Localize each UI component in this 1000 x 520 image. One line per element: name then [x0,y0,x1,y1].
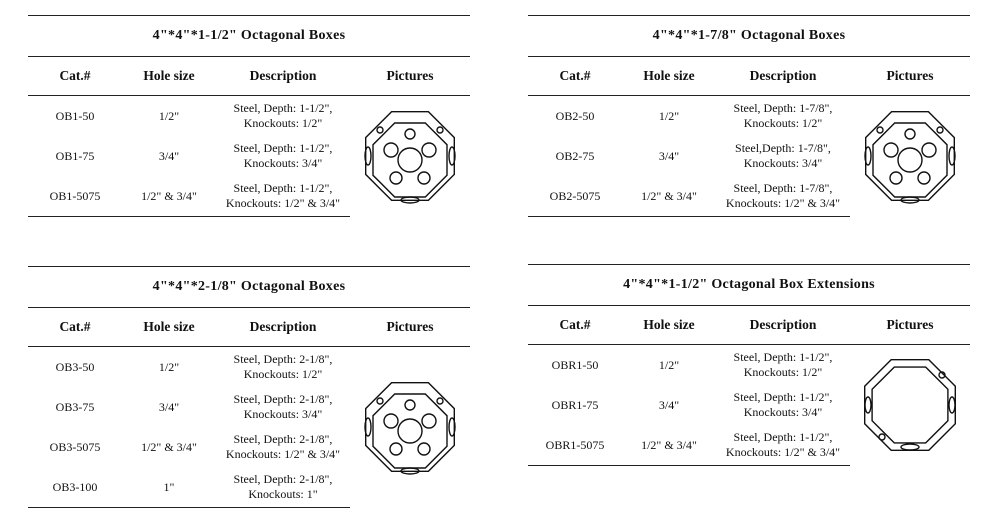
hole-cell: 3/4" [658,397,680,412]
hole-cell: 3/4" [658,148,680,163]
header-description: Description [716,57,850,96]
cat-cell: OB2-75 [555,148,595,163]
cat-cell: OBR1-50 [551,357,599,372]
hole-cell: 1/2" [158,359,180,374]
description-cell: Steel, Depth: 1-7/8", Knockouts: 1/2" [733,101,833,130]
table-ob2 [528,15,970,217]
description-cell: Steel, Depth: 2-1/8", Knockouts: 1" [216,467,350,508]
description-cell: Steel,Depth: 1-7/8", Knockouts: 3/4" [735,141,831,170]
hole-cell: 1" [122,467,216,508]
table-row [528,345,970,386]
cat-cell: OB3-100 [28,467,122,508]
description-cell: Steel, Depth: 2-1/8", Knockouts: 1/2" & 3/4" [225,432,341,461]
header-cat: Cat.# [28,57,122,96]
cat-cell: OB3-50 [55,359,95,374]
hole-cell: 1/2" & 3/4" [122,176,216,217]
description-cell: Steel, Depth: 2-1/8", Knockouts: 3/4" [233,392,333,421]
table-row [528,96,970,137]
picture-cell [350,96,470,217]
octagonal-box-icon [358,104,462,208]
cat-cell: OB1-5075 [28,176,122,217]
cat-cell: OBR1-5075 [528,425,622,466]
header-cat: Cat.# [28,308,122,347]
description-cell: Steel, Depth: 1-1/2", Knockouts: 1/2" & 3/4" [716,425,850,466]
table-obr1 [528,264,970,466]
hole-cell: 1/2" [658,357,680,372]
header-hole-size: Hole size [122,57,216,96]
cat-cell: OB1-50 [55,108,95,123]
table-title: 4"*4"*2-1/8" Octagonal Boxes [28,267,470,308]
cat-cell: OB2-50 [555,108,595,123]
header-hole-size: Hole size [622,306,716,345]
description-cell: Steel, Depth: 1-1/2", Knockouts: 3/4" [733,390,833,419]
header-description: Description [216,57,350,96]
table-ob3 [28,266,470,508]
cat-cell: OB2-5075 [528,176,622,217]
description-cell: Steel, Depth: 1-1/2", Knockouts: 1/2" [733,350,833,379]
octagonal-box-extension-icon [858,353,962,457]
header-pictures: Pictures [850,306,970,345]
table-row [28,96,470,137]
header-hole-size: Hole size [622,57,716,96]
description-cell: Steel, Depth: 1-1/2", Knockouts: 3/4" [233,141,333,170]
hole-cell: 1/2" & 3/4" [622,425,716,466]
table-title: 4"*4"*1-7/8" Octagonal Boxes [528,16,970,57]
picture-cell [850,345,970,466]
table-ob1 [28,15,470,217]
header-pictures: Pictures [350,308,470,347]
header-pictures: Pictures [850,57,970,96]
hole-cell: 3/4" [158,399,180,414]
table-row [28,347,470,388]
table-title: 4"*4"*1-1/2" Octagonal Boxes [28,16,470,57]
description-cell: Steel, Depth: 2-1/8", Knockouts: 1/2" [233,352,333,381]
hole-cell: 1/2" & 3/4" [141,439,197,454]
octagonal-box-icon [358,375,462,479]
header-description: Description [716,306,850,345]
header-cat: Cat.# [528,57,622,96]
hole-cell: 1/2" & 3/4" [622,176,716,217]
description-cell: Steel, Depth: 1-1/2", Knockouts: 1/2" & 3/4" [216,176,350,217]
table-title: 4"*4"*1-1/2" Octagonal Box Extensions [528,265,970,306]
picture-cell [850,96,970,217]
header-cat: Cat.# [528,306,622,345]
header-hole-size: Hole size [122,308,216,347]
cat-cell: OBR1-75 [551,397,599,412]
description-cell: Steel, Depth: 1-7/8", Knockouts: 1/2" & 3/4" [716,176,850,217]
cat-cell: OB1-75 [55,148,95,163]
hole-cell: 1/2" [658,108,680,123]
octagonal-box-icon [858,104,962,208]
header-pictures: Pictures [350,57,470,96]
hole-cell: 1/2" [158,108,180,123]
header-description: Description [216,308,350,347]
hole-cell: 3/4" [158,148,180,163]
description-cell: Steel, Depth: 1-1/2", Knockouts: 1/2" [233,101,333,130]
cat-cell: OB3-75 [55,399,95,414]
cat-cell: OB3-5075 [49,439,101,454]
picture-cell [350,347,470,508]
